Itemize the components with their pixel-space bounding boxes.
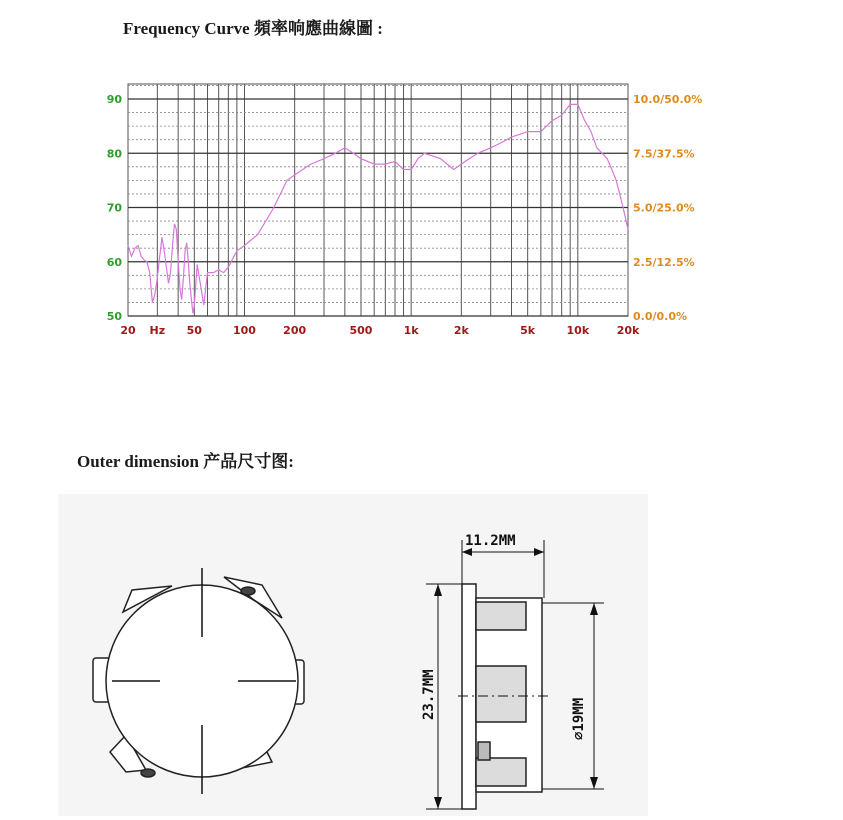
left-axis-tick-label: 60 xyxy=(106,255,122,269)
front-view xyxy=(93,577,304,777)
x-axis-tick-label: 5k xyxy=(520,324,536,337)
x-axis-tick-label: Hz xyxy=(149,324,166,337)
x-axis-tick-label: 20 xyxy=(120,324,136,337)
left-axis-tick-label: 80 xyxy=(106,147,122,161)
x-axis-tick-label: 1k xyxy=(403,324,419,337)
right-axis-tick-label: 10.0/50.0% xyxy=(633,93,703,106)
left-axis-tick-label: 50 xyxy=(106,310,122,323)
width-dimension-label: 11.2MM xyxy=(465,533,516,549)
diameter-dimension-label: ⌀19MM xyxy=(571,697,587,740)
x-axis-tick-label: 2k xyxy=(453,324,469,337)
x-axis-tick-label: 500 xyxy=(349,324,373,337)
right-axis-tick-label: 7.5/37.5% xyxy=(633,147,695,161)
x-axis-tick-label: 10k xyxy=(566,324,590,337)
right-axis-tick-label: 2.5/12.5% xyxy=(633,255,695,269)
x-axis-tick-label: 20k xyxy=(616,324,640,337)
right-axis-tick-label: 0.0/0.0% xyxy=(633,310,688,323)
height-dimension-label: 23.7MM xyxy=(421,669,437,720)
side-terminal xyxy=(478,742,490,760)
x-axis-tick-label: 50 xyxy=(186,324,202,337)
side-magnet-center xyxy=(476,666,526,722)
x-axis-tick-label: 200 xyxy=(283,324,307,337)
front-terminal-top xyxy=(241,587,255,595)
right-axis-tick-label: 5.0/25.0% xyxy=(633,201,695,215)
side-magnet-top xyxy=(476,602,526,630)
front-terminal-bottom xyxy=(141,769,155,777)
left-axis-tick-label: 70 xyxy=(106,201,122,215)
x-axis-tick-label: 100 xyxy=(233,324,256,337)
frequency-curve-heading: Frequency Curve 頻率响應曲線圖 : xyxy=(123,19,383,38)
side-magnet-bottom xyxy=(476,758,526,786)
outer-dimension-heading: Outer dimension 产品尺寸图: xyxy=(77,452,294,471)
left-axis-tick-label: 90 xyxy=(106,93,122,106)
